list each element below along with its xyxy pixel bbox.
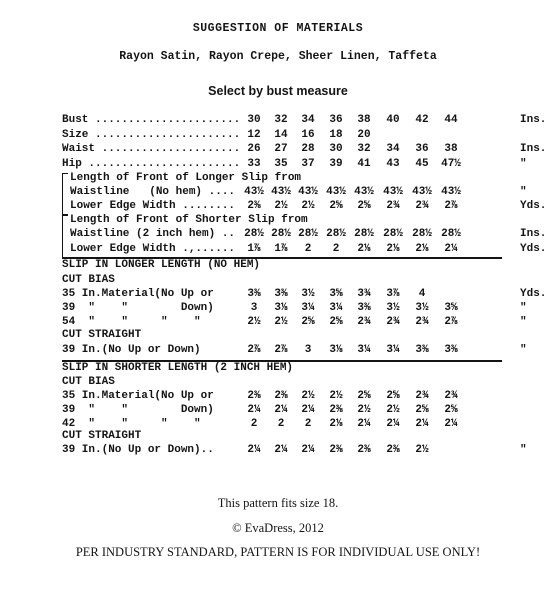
value-cell: 3¼ <box>386 344 400 356</box>
shorter-slip-heading: Length of Front of Shorter Slip from <box>70 214 308 226</box>
unit-label: " <box>520 157 527 170</box>
value-cell: 38 <box>357 114 371 126</box>
fabric-list: Rayon Satin, Rayon Crepe, Sheer Linen, Taffeta <box>119 50 437 63</box>
row-label: Lower Edge Width ........ <box>70 200 236 212</box>
value-cell: 28½ <box>244 228 264 240</box>
value-cell: 2½ <box>415 444 429 456</box>
value-cell: 28½ <box>271 228 291 240</box>
value-cell: 3¼ <box>301 302 315 314</box>
value-cell: 2⅝ <box>386 390 400 402</box>
value-cell: 2¼ <box>274 444 288 456</box>
row-label: 54 " " " " <box>62 316 201 328</box>
value-cell: 2⅛ <box>415 243 429 255</box>
unit-label: " <box>520 302 527 314</box>
value-cell: 33 <box>247 157 261 170</box>
value-cell: 3⅜ <box>357 302 371 314</box>
value-cell: 2¾ <box>444 390 458 402</box>
value-cell: 2⅜ <box>247 200 261 212</box>
value-cell: 40 <box>386 114 400 126</box>
value-cell: 2 <box>277 418 285 430</box>
value-cell: 2¾ <box>415 390 429 402</box>
row-label: 39 In.(No Up or Down).. <box>62 444 214 456</box>
value-cell: 2 <box>332 243 340 255</box>
value-cell: 2⅜ <box>329 404 343 416</box>
value-cell: 3⅜ <box>444 344 458 356</box>
value-cell: 36 <box>329 114 343 126</box>
value-cell: 2¾ <box>415 316 429 328</box>
unit-label: Yds. <box>520 200 547 212</box>
row-label: 42 " " " " <box>62 418 201 430</box>
value-cell: 2½ <box>247 316 261 328</box>
row-label: Hip ....................... <box>62 157 241 170</box>
value-cell: 28 <box>301 143 315 155</box>
value-cell: 2⅛ <box>329 418 343 430</box>
row-label: Lower Edge Width .,...... <box>70 243 236 255</box>
value-cell: 2⅝ <box>301 316 315 328</box>
value-cell: 43½ <box>383 186 403 198</box>
value-cell: 2½ <box>301 390 315 402</box>
select-by-bust-label: Select by bust measure <box>208 84 348 98</box>
sheet-title: SUGGESTION OF MATERIALS <box>192 22 364 35</box>
unit-label: " <box>520 444 527 456</box>
row-label: 35 In.Material(No Up or <box>62 288 214 300</box>
value-cell: 35 <box>274 157 288 170</box>
value-cell: 2¼ <box>386 418 400 430</box>
unit-label: Ins. <box>520 114 547 126</box>
value-cell: 14 <box>274 128 288 141</box>
value-cell: 3½ <box>301 288 315 300</box>
value-cell: 36 <box>415 143 429 155</box>
longer-slip-bracket <box>62 173 68 215</box>
value-cell: 2¼ <box>247 444 261 456</box>
value-cell: 2½ <box>357 404 371 416</box>
value-cell: 3½ <box>386 302 400 314</box>
value-cell: 3⅝ <box>329 288 343 300</box>
value-cell: 2¼ <box>301 444 315 456</box>
value-cell: 3⅜ <box>247 288 261 300</box>
value-cell: 43½ <box>326 186 346 198</box>
value-cell: 2⅝ <box>444 404 458 416</box>
row-label: 39 " " Down) <box>62 302 214 314</box>
unit-label: Ins. <box>520 143 547 155</box>
row-label: Bust ...................... <box>62 114 241 126</box>
unit-label: " <box>520 344 527 356</box>
value-cell: 2¼ <box>274 404 288 416</box>
unit-label: Yds. <box>520 243 547 255</box>
fit-note: This pattern fits size 18. <box>217 496 339 510</box>
value-cell: 2¼ <box>247 404 261 416</box>
value-cell: 26 <box>247 143 261 155</box>
row-label: 39 In.(No Up or Down) <box>62 344 201 356</box>
value-cell: 28½ <box>441 228 461 240</box>
value-cell: 3¼ <box>329 302 343 314</box>
value-cell: 2⅜ <box>247 390 261 402</box>
value-cell: 47½ <box>441 157 461 170</box>
shorter-slip-bracket <box>62 215 68 258</box>
value-cell: 2⅛ <box>386 243 400 255</box>
value-cell: 3⅝ <box>444 302 458 314</box>
value-cell: 37 <box>301 157 315 170</box>
value-cell: 38 <box>444 143 458 155</box>
row-label: Waistline (2 inch hem) .. <box>70 228 236 240</box>
value-cell: 2½ <box>301 200 315 212</box>
value-cell: 3 <box>304 344 312 356</box>
value-cell: 20 <box>357 128 371 141</box>
value-cell: 30 <box>329 143 343 155</box>
value-cell: 41 <box>357 157 371 170</box>
value-cell: 45 <box>415 157 429 170</box>
value-cell: 3 <box>250 302 258 314</box>
row-label: Waist ..................... <box>62 143 241 155</box>
value-cell: 43 <box>386 157 400 170</box>
row-label: 35 In.Material(No Up or <box>62 390 214 402</box>
value-cell: 2½ <box>274 200 288 212</box>
value-cell: 2¼ <box>357 418 371 430</box>
value-cell: 2⅞ <box>444 316 458 328</box>
value-cell: 28½ <box>298 228 318 240</box>
value-cell: 27 <box>274 143 288 155</box>
unit-label: " <box>520 316 527 328</box>
value-cell: 2⅜ <box>274 390 288 402</box>
value-cell: 3⅜ <box>415 344 429 356</box>
copyright-line: © EvaDress, 2012 <box>232 521 324 535</box>
value-cell: 3½ <box>415 302 429 314</box>
value-cell: 43½ <box>271 186 291 198</box>
value-cell: 44 <box>444 114 458 126</box>
value-cell: 34 <box>386 143 400 155</box>
value-cell: 43½ <box>298 186 318 198</box>
value-cell: 30 <box>247 114 261 126</box>
value-cell: 3¼ <box>357 344 371 356</box>
value-cell: 2¼ <box>444 243 458 255</box>
value-cell: 2⅜ <box>386 444 400 456</box>
value-cell: 43½ <box>354 186 374 198</box>
value-cell: 2⅝ <box>357 390 371 402</box>
value-cell: 2½ <box>274 316 288 328</box>
cut-bias-label: CUT BIAS <box>62 376 115 388</box>
value-cell: 32 <box>357 143 371 155</box>
value-cell: 28½ <box>326 228 346 240</box>
value-cell: 16 <box>301 128 315 141</box>
value-cell: 2 <box>250 418 258 430</box>
unit-label: Ins. <box>520 228 547 240</box>
value-cell: 3⅞ <box>386 288 400 300</box>
usage-notice: PER INDUSTRY STANDARD, PATTERN IS FOR INDIVIDUAL USE ONLY! <box>75 545 481 559</box>
cut-straight-label: CUT STRAIGHT <box>62 329 142 341</box>
value-cell: 2⅜ <box>357 444 371 456</box>
value-cell: 2⅜ <box>329 444 343 456</box>
value-cell: 12 <box>247 128 261 141</box>
longer-slip-heading: Length of Front of Longer Slip from <box>70 172 302 184</box>
value-cell: 43½ <box>244 186 264 198</box>
value-cell: 34 <box>301 114 315 126</box>
value-cell: 2⅝ <box>329 200 343 212</box>
value-cell: 2½ <box>329 390 343 402</box>
slip-longer-heading: SLIP IN LONGER LENGTH (NO HEM) <box>62 259 261 271</box>
cut-straight-label: CUT STRAIGHT <box>62 430 142 442</box>
unit-label: " <box>520 186 527 198</box>
value-cell: 3⅛ <box>329 344 343 356</box>
value-cell: 3⅛ <box>274 302 288 314</box>
value-cell: 43½ <box>412 186 432 198</box>
value-cell: 28½ <box>412 228 432 240</box>
value-cell: 1⅞ <box>274 243 288 255</box>
value-cell: 2¾ <box>386 200 400 212</box>
value-cell: 2⅝ <box>357 200 371 212</box>
value-cell: 3⅜ <box>274 288 288 300</box>
row-label: Size ...................... <box>62 128 241 141</box>
unit-label: Yds. <box>520 288 547 300</box>
value-cell: 2⅝ <box>415 404 429 416</box>
value-cell: 2¾ <box>357 316 371 328</box>
value-cell: 42 <box>415 114 429 126</box>
value-cell: 43½ <box>441 186 461 198</box>
value-cell: 2 <box>304 243 312 255</box>
value-cell: 32 <box>274 114 288 126</box>
value-cell: 1⅞ <box>247 243 261 255</box>
value-cell: 2 <box>304 418 312 430</box>
value-cell: 2¾ <box>386 316 400 328</box>
value-cell: 2¼ <box>444 418 458 430</box>
value-cell: 2⅛ <box>357 243 371 255</box>
value-cell: 2⅞ <box>274 344 288 356</box>
value-cell: 2¼ <box>415 418 429 430</box>
value-cell: 2⅞ <box>444 200 458 212</box>
value-cell: 2¾ <box>415 200 429 212</box>
value-cell: 28½ <box>383 228 403 240</box>
value-cell: 3¾ <box>357 288 371 300</box>
value-cell: 2⅝ <box>329 316 343 328</box>
cut-bias-label: CUT BIAS <box>62 274 115 286</box>
slip-shorter-heading: SLIP IN SHORTER LENGTH (2 INCH HEM) <box>62 362 294 374</box>
value-cell: 4 <box>418 288 426 300</box>
value-cell: 2½ <box>386 404 400 416</box>
value-cell: 39 <box>329 157 343 170</box>
row-label: Waistline (No hem) .... <box>70 186 236 198</box>
value-cell: 2⅞ <box>247 344 261 356</box>
value-cell: 18 <box>329 128 343 141</box>
value-cell: 2¼ <box>301 404 315 416</box>
value-cell: 28½ <box>354 228 374 240</box>
row-label: 39 " " Down) <box>62 404 214 416</box>
